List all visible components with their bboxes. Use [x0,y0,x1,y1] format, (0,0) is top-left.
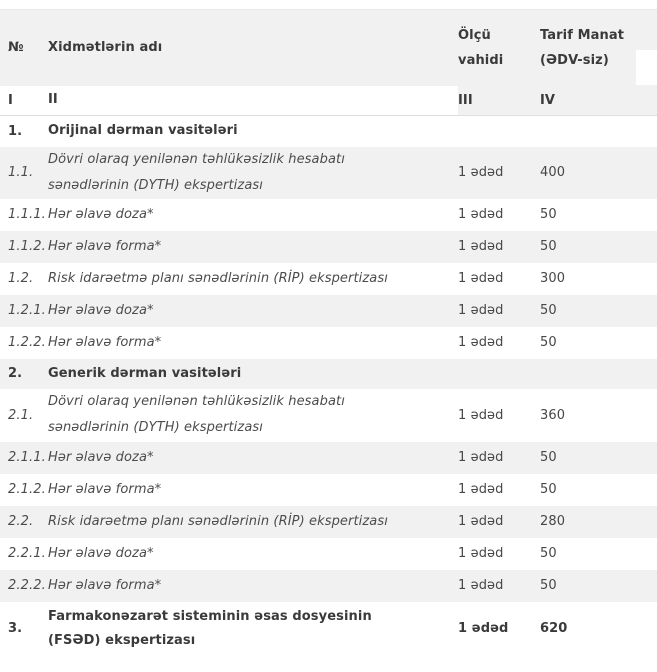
unit-cell: 1 ədəd [458,231,540,263]
column-header-tariff: Tarif Manat (ƏDV-siz) [540,27,625,68]
service-name-cell: Hər əlavə forma* [48,231,458,263]
row-number-cell: 1.2.2. [0,327,48,359]
row-number-cell: 2.2.2. [0,570,48,602]
unit-cell: 1 ədəd [458,538,540,570]
tariff-cell: 360 [540,389,657,442]
row-number-cell: 1.2.1. [0,295,48,327]
table-row [0,116,657,147]
row-number-cell: 2.1. [0,389,48,442]
numeral-no: I [0,86,48,116]
unit-cell: 1 ədəd [458,570,540,602]
unit-cell [458,116,540,147]
row-number-cell: 1. [0,116,48,147]
numeral-tariff: IV [540,86,657,116]
unit-cell: 1 ədəd [458,199,540,231]
tariff-cell: 50 [540,570,657,602]
unit-cell: 1 ədəd [458,295,540,327]
row-number-cell: 3. [0,602,48,656]
row-number-cell: 2.2.1. [0,538,48,570]
service-name-cell: Farmakonəzarət sisteminin əsas dosyesinin (FSƏD) ekspertizası [48,602,458,656]
service-name-cell: Orijinal dərman vasitələri [48,116,458,147]
unit-cell [458,359,540,389]
column-numerals-row [0,86,657,116]
unit-cell: 1 ədəd [458,147,540,199]
service-name-cell: Hər əlavə doza* [48,538,458,570]
table-row [0,506,657,538]
tariff-cell: 50 [540,474,657,506]
service-name-cell: Generik dərman vasitələri [48,359,458,389]
table-row [0,602,657,656]
row-number-cell: 2.2. [0,506,48,538]
tariff-cell: 620 [540,602,657,656]
service-name-cell: Hər əlavə forma* [48,327,458,359]
table-row [0,295,657,327]
service-name-cell: Risk idarəetmə planı sənədlərinin (RİP) ekspertizası [48,263,458,295]
tariff-cell: 50 [540,327,657,359]
table-row [0,389,657,442]
service-name-cell: Hər əlavə forma* [48,474,458,506]
table-row [0,327,657,359]
unit-cell: 1 ədəd [458,389,540,442]
table-row [0,442,657,474]
unit-cell: 1 ədəd [458,442,540,474]
unit-cell: 1 ədəd [458,474,540,506]
row-number-cell: 2. [0,359,48,389]
unit-cell: 1 ədəd [458,602,540,656]
tariff-cell: 50 [540,199,657,231]
service-name-cell: Hər əlavə doza* [48,295,458,327]
column-header-unit: Ölçü vahidi [458,27,504,68]
numeral-name: II [48,86,458,116]
row-number-cell: 1.1.1. [0,199,48,231]
tariff-cell: 50 [540,442,657,474]
numeral-unit: III [458,86,540,116]
table-row [0,474,657,506]
top-spacer [0,0,657,9]
row-number-cell: 2.1.1. [0,442,48,474]
unit-cell: 1 ədəd [458,506,540,538]
tariff-cell: 300 [540,263,657,295]
service-name-cell: Hər əlavə forma* [48,570,458,602]
row-number-cell: 1.1.2. [0,231,48,263]
table-header-row [0,10,657,86]
table-row [0,570,657,602]
unit-cell: 1 ədəd [458,327,540,359]
tariff-cell: 280 [540,506,657,538]
table-row [0,147,657,199]
column-header-name: Xidmətlərin adı [48,40,163,56]
column-header-no: № [8,40,24,56]
service-name-cell: Risk idarəetmə planı sənədlərinin (RİP) ekspertizası [48,506,458,538]
tariff-table [0,9,657,656]
table-edge-cutoff [636,50,657,85]
row-number-cell: 2.1.2. [0,474,48,506]
service-name-cell: Hər əlavə doza* [48,199,458,231]
table-row [0,359,657,389]
tariff-cell [540,359,657,389]
service-name-cell: Hər əlavə doza* [48,442,458,474]
unit-cell: 1 ədəd [458,263,540,295]
table-row [0,263,657,295]
table-row [0,538,657,570]
tariff-cell: 50 [540,231,657,263]
tariff-cell: 50 [540,295,657,327]
table-row [0,199,657,231]
tariff-cell [540,116,657,147]
table-row [0,231,657,263]
row-number-cell: 1.2. [0,263,48,295]
row-number-cell: 1.1. [0,147,48,199]
tariff-cell: 50 [540,538,657,570]
tariff-cell: 400 [540,147,657,199]
service-name-cell: Dövri olaraq yenilənən təhlükəsizlik hesabatı sənədlərinin (DYTH) ekspertizası [48,147,458,199]
service-name-cell: Dövri olaraq yenilənən təhlükəsizlik hesabatı sənədlərinin (DYTH) ekspertizası [48,389,458,442]
